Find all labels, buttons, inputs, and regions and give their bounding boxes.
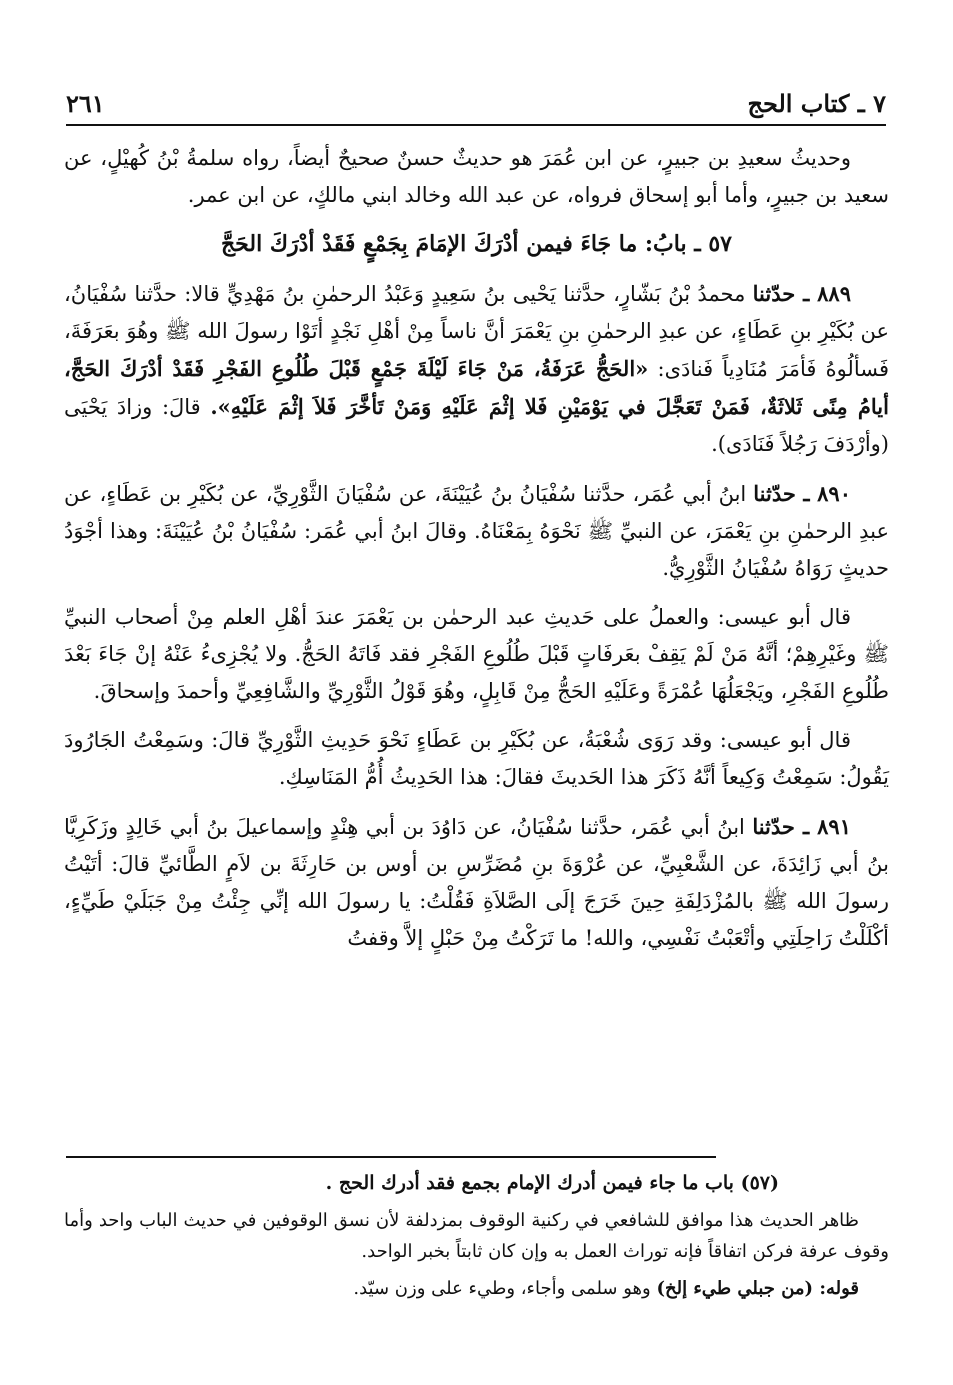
page-header [66, 70, 886, 118]
main-text [64, 140, 889, 969]
hadith-number: ٨٩٠ ـ حدّثنا [753, 481, 851, 506]
hadith-text: ابنُ أبي عُمَر، حدَّثنا سُفْيَانُ، عن دَاوُدَ بن أبي هِنْدٍ وإسماعيلَ بنُ أبي خَالِدٍ وزَكَرِيَّا بنُ أبي زَائِدَةَ، عن الشَّعْبِيِّ، عن عُرْوَةَ بنِ مُضَرِّسِ بن أوس بن حَارِثَةَ بن لاَمٍ الطَّائيِّ قالَ: أتَيْتُ رسولَ الله ﷺ بالمُزْدَلِفَةِ حِينَ خَرَجَ إلَى الصَّلاَةِ فَقُلْتُ: يا رسولَ الله إنِّي جِئْتُ مِنْ جَبَلَيْ طَيِّءٍ، أكْلَلْتُ رَاحِلَتِي وأتْعَبْتُ نَفْسِي، والله! ما تَرَكْتُ مِنْ حَبْلٍ إلاَّ وقفتُ [64, 815, 889, 950]
hadith-tail: قالَ: وزادَ يَحْيَى (وأرْدَفَ رَجُلاً فَنَادَى). [64, 395, 889, 456]
page-number: ٢٦١ [66, 89, 105, 118]
paragraph-sanad-note: وحديثُ سعيدِ بن جبيرٍ، عن ابن عُمَرَ هو حديثٌ حسنٌ صحيحٌ أيضاً، رواه سلمةُ بْنُ كُهيْلٍ، عن سعيد بن جبيرٍ، وأما أبو إسحاق فرواه، عن عبد الله وخالد ابني مالكٍ، عن ابن عمر. [64, 146, 889, 207]
hadith-text: محمدُ بْنُ بَشّارٍ، حدَّثنا يَحْيى بنُ سَعِيدٍ وَعَبْدُ الرحمٰنِ بنُ مَهْدِيٍّ قالا: حدَّثنا سُفْيَانُ، عن بُكَيْرِ بنِ عَطَاءٍ، عن عبدِ الرحمٰنِ بنِ يَعْمَرَ أنَّ ناساً مِنْ أهْلِ نَجْدٍ أتَوْا رسولَ الله ﷺ وهُوَ بعَرَفَةَ، فَسألُوهُ فَأمَرَ مُنَادِياً فَنادَى: [64, 282, 889, 381]
hadith-891 [64, 808, 889, 957]
footnote-chapter-title: (٥٧) باب ما جاء فيمن أدرك الإمام بجمع فقد أدرك الحج . [325, 1172, 779, 1194]
footnote-note-2 [64, 1273, 889, 1304]
footnote-label: قوله: (من جبلي طيء إلخ) [656, 1278, 859, 1299]
commentary-abu-isa-1: قال أبو عيسى: والعملُ على حَديثِ عبد الرحمٰن بن يَعْمَرَ عندَ أهْلِ العلم مِنْ أصحاب النبيِّ ﷺ وغَيْرِهِمْ؛ أنَّهُ مَنْ لَمْ يَقِفْ بعَرفَاتٍ قَبْلَ طُلُوعِ الفَجْرِ فقد فَاتَهُ الحَجُّ. ولا يُجْزِىءُ عَنْهُ إنْ جَاءَ بَعْدَ طُلُوعِ الفَجْرِ، ويَجْعَلُهَا عُمْرَةً وعَلَيْهِ الحَجُّ مِنْ قَابِلٍ، وهُوَ قَوْلُ الثَّوْرِيِّ والشَّافِعِيِّ وأحمدَ وإسحاقَ. [64, 605, 889, 703]
hadith-889 [64, 275, 889, 463]
hadith-number: ٨٨٩ ـ حدّثنا [752, 281, 851, 306]
hadith-matn-quote: «الحَجُّ عَرَفَةُ، مَنْ جَاءَ لَيْلَةَ جَمْعٍ قَبْلَ طُلُوعِ الفَجْرِ فَقَدْ أدْرَكَ الحَجَّ، أيامُ مِنًى ثَلاثَةٌ، فَمَنْ تَعَجَّلَ في يَوْمَيْنِ فَلا إثْمَ عَلَيْهِ وَمَنْ تَأخَّرَ فَلاَ إثْمَ عَلَيْهِ». [64, 356, 889, 419]
hadith-890 [64, 475, 889, 587]
footnote-text: وهو سلمى وأجاء، وطيء على وزن سيّد. [353, 1278, 651, 1299]
footnotes [64, 1168, 889, 1310]
footnote-divider [66, 1156, 716, 1158]
running-chapter-title: ٧ ـ كتاب الحج [747, 89, 886, 118]
hadith-text: ابنُ أبي عُمَر، حدَّثنا سُفْيَانُ بنُ عُيَيْنَةَ، عن سُفْيَانَ الثَّوْرِيِّ، عن بُكَيْرِ بن عَطَاءٍ، عن عبدِ الرحمٰنِ بنِ يَعْمَرَ، عن النبيِّ ﷺ نَحْوَهُ بِمَعْنَاهُ. وقالَ ابنُ أبي عُمَر: سُفْيَانُ بْنُ عُيَيْنَةَ: وهذا أجْوَدُ حديثٍ رَوَاهُ سُفْيَانُ الثَّوْرِيُّ. [64, 482, 889, 580]
chapter-heading: ٥٧ ـ بابُ: ما جَاءَ فيمن أدْرَكَ الإمَامَ بِجَمْعٍ فَقَدْ أدْرَكَ الحَجَّ [220, 231, 732, 257]
footnote-note-1: ظاهر الحديث هذا موافق للشافعي في ركنية الوقوف بمزدلفة لأن نسق الوقوفين في حديث الباب واحد وأما وقوف عرفة فركن اتفاقاً فإنه توراث العمل به وإن كان ثابتاً بخبر الواحد. [64, 1210, 889, 1262]
commentary-abu-isa-2: قال أبو عيسى: وقد رَوَى شُعْبَةُ، عن بُكَيْرِ بن عَطَاءٍ نَحْوَ حَدِيثِ الثَّوْرِيِّ قالَ: وسَمِعْتُ الجَارُودَ يَقُولُ: سَمِعْتُ وَكِيعاً أنَّهُ ذَكَرَ هذا الحَديثَ فقالَ: هذا الحَدِيثُ أُمُّ المَنَاسِكِ. [64, 728, 889, 789]
header-divider [66, 124, 886, 126]
hadith-number: ٨٩١ ـ حدّثنا [752, 814, 851, 839]
